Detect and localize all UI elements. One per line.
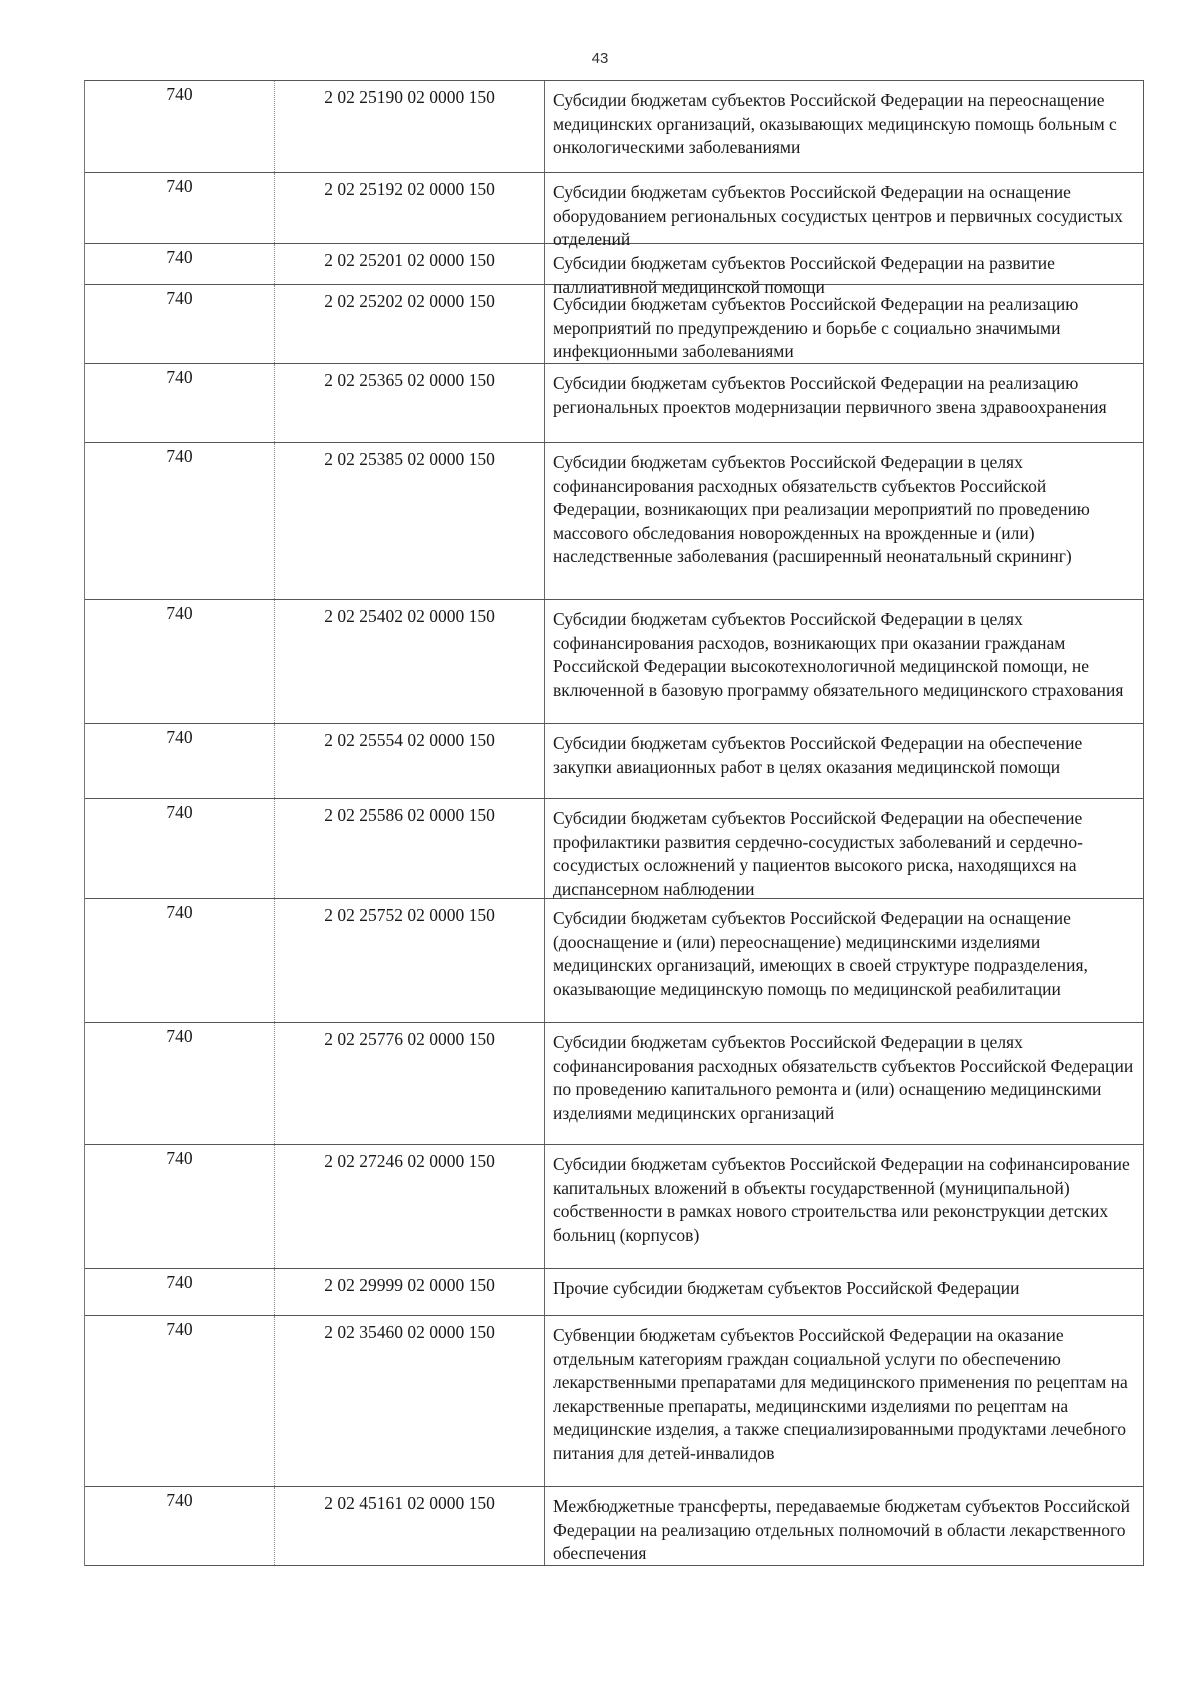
description-cell: Субсидии бюджетам субъектов Российской Федерации на обеспечение профилактики развития сердечно-сосудистых заболеваний и сердечно-сосудистых осложнений у пациентов высокого риска, находящихся на диспансерном наблюдении xyxy=(553,808,1083,899)
admin-code-cell: 740 xyxy=(85,81,275,172)
description-cell: Субсидии бюджетам субъектов Российской Федерации на оснащение оборудованием региональных сосудистых центров и первичных сосудистых отделений xyxy=(553,182,1123,249)
description-cell: Субсидии бюджетам субъектов Российской Федерации на реализацию мероприятий по предупреждению и борьбе с социально значимыми инфекционными заболеваниями xyxy=(553,294,1079,361)
admin-code-cell: 740 xyxy=(85,244,275,284)
budget-code-cell: 2 02 45161 02 0000 150 xyxy=(275,1487,545,1565)
admin-code-cell: 740 xyxy=(85,1269,275,1315)
table-row xyxy=(85,1269,1143,1316)
admin-code-cell: 740 xyxy=(85,443,275,599)
admin-code-cell: 740 xyxy=(85,1145,275,1268)
budget-code-cell: 2 02 25190 02 0000 150 xyxy=(275,81,545,172)
budget-code-cell: 2 02 25402 02 0000 150 xyxy=(275,600,545,723)
budget-code-cell: 2 02 25385 02 0000 150 xyxy=(275,443,545,599)
description-cell: Субсидии бюджетам субъектов Российской Федерации в целях софинансирования расходов, возникающих при оказании гражданам Российской Федерации высокотехнологичной медицинской помощи, не включенной в базовую программу обязательного медицинского страхования xyxy=(553,609,1124,700)
admin-code-cell: 740 xyxy=(85,1316,275,1486)
admin-code-cell: 740 xyxy=(85,724,275,798)
description-cell: Межбюджетные трансферты, передаваемые бюджетам субъектов Российской Федерации на реализацию отдельных полномочий в области лекарственного обеспечения xyxy=(553,1496,1130,1563)
admin-code-cell: 740 xyxy=(85,285,275,363)
budget-code-cell: 2 02 25201 02 0000 150 xyxy=(275,244,545,284)
table-row xyxy=(85,1023,1143,1145)
description-cell: Субвенции бюджетам субъектов Российской Федерации на оказание отдельным категориям граждан социальной услуги по обеспечению лекарственными препаратами для медицинского применения по рецептам на лекарственные препараты, медицинскими изделиями по рецептам на медицинские изделия, а также специализированными продуктами лечебного питания для детей-инвалидов xyxy=(553,1325,1128,1463)
table-row xyxy=(85,1316,1143,1487)
description-cell: Субсидии бюджетам субъектов Российской Федерации на софинансирование капитальных вложений в объекты государственной (муниципальной) собственности в рамках нового строительства или реконструкции детских больниц (корпусов) xyxy=(553,1154,1130,1245)
table-row xyxy=(85,285,1143,364)
description-cell: Прочие субсидии бюджетам субъектов Российской Федерации xyxy=(553,1278,1020,1298)
description-cell: Субсидии бюджетам субъектов Российской Федерации в целях софинансирования расходных обязательств субъектов Российской Федерации, возникающих при реализации мероприятий по проведению массового обследования новорожденных на врожденные и (или) наследственные заболевания (расширенный неонатальный скрининг) xyxy=(553,452,1090,566)
table-row xyxy=(85,81,1143,173)
description-cell: Субсидии бюджетам субъектов Российской Федерации на переоснащение медицинских организаций, оказывающих медицинскую помощь больным с онкологическими заболеваниями xyxy=(553,90,1117,157)
description-cell: Субсидии бюджетам субъектов Российской Федерации на развитие паллиативной медицинской помощи xyxy=(553,253,1055,297)
budget-code-cell: 2 02 29999 02 0000 150 xyxy=(275,1269,545,1315)
revenue-codes-table xyxy=(84,80,1144,1566)
admin-code-cell: 740 xyxy=(85,799,275,898)
budget-code-cell: 2 02 27246 02 0000 150 xyxy=(275,1145,545,1268)
description-cell: Субсидии бюджетам субъектов Российской Федерации на обеспечение закупки авиационных работ в целях оказания медицинской помощи xyxy=(553,733,1083,777)
table-row xyxy=(85,1145,1143,1269)
budget-code-cell: 2 02 25586 02 0000 150 xyxy=(275,799,545,898)
admin-code-cell: 740 xyxy=(85,600,275,723)
description-cell: Субсидии бюджетам субъектов Российской Федерации в целях софинансирования расходных обязательств субъектов Российской Федерации по проведению капитального ремонта и (или) оснащению медицинскими изделиями медицинских организаций xyxy=(553,1032,1134,1123)
page-number: 43 xyxy=(591,50,609,67)
table-row xyxy=(85,173,1143,249)
admin-code-cell: 740 xyxy=(85,899,275,1022)
budget-code-cell: 2 02 35460 02 0000 150 xyxy=(275,1316,545,1486)
admin-code-cell: 740 xyxy=(85,1023,275,1144)
budget-code-cell: 2 02 25776 02 0000 150 xyxy=(275,1023,545,1144)
admin-code-cell: 740 xyxy=(85,1487,275,1565)
budget-code-cell: 2 02 25192 02 0000 150 xyxy=(275,173,545,243)
table-row xyxy=(85,1487,1143,1566)
table-row xyxy=(85,443,1143,600)
table-row xyxy=(85,244,1143,297)
table-row xyxy=(85,600,1143,724)
admin-code-cell: 740 xyxy=(85,364,275,442)
budget-code-cell: 2 02 25202 02 0000 150 xyxy=(275,285,545,363)
budget-code-cell: 2 02 25365 02 0000 150 xyxy=(275,364,545,442)
table-row xyxy=(85,899,1143,1023)
table-row xyxy=(85,799,1143,899)
table-row xyxy=(85,724,1143,799)
budget-code-cell: 2 02 25554 02 0000 150 xyxy=(275,724,545,798)
budget-code-cell: 2 02 25752 02 0000 150 xyxy=(275,899,545,1022)
admin-code-cell: 740 xyxy=(85,173,275,243)
table-row xyxy=(85,364,1143,443)
description-cell: Субсидии бюджетам субъектов Российской Федерации на оснащение (дооснащение и (или) переоснащение) медицинскими изделиями медицинских организаций, имеющих в своей структуре подразделения, оказывающие медицинскую помощь по медицинской реабилитации xyxy=(553,908,1088,999)
description-cell: Субсидии бюджетам субъектов Российской Федерации на реализацию региональных проектов модернизации первичного звена здравоохранения xyxy=(553,373,1107,417)
